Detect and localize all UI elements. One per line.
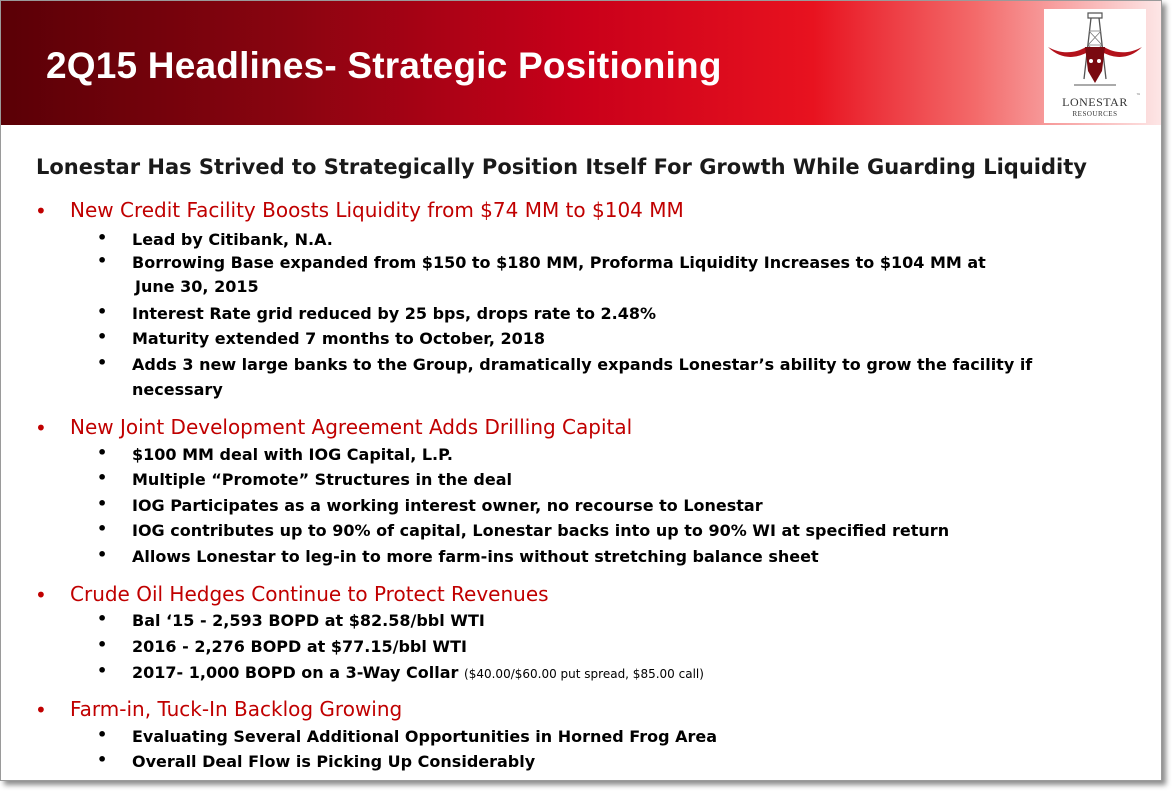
logo-subtitle: RESOURCES (1072, 110, 1118, 118)
header-banner (1, 1, 1161, 125)
section-heading-crude-oil-hedges: Crude Oil Hedges Continue to Protect Revenues (70, 582, 549, 606)
section-bullet: • (35, 583, 47, 607)
slide: 2Q15 Headlines- Strategic Positioning LONESTAR RESOURCES ™ Lonestar Has Strived to Strategically Position Itself For Growth While Guarding Liquidity • New Credit Facility Boosts Liquidity from $74 MM to $104 MM • Lead by Citibank, N.A. • Borrowing Base expanded from $150 to $180 MM, Proforma Liquidity Increases to $104 MM at June 30, 2015 • Interest Rate grid reduced by 25 bps, drops rate to 2.48% • Maturity extended 7 months to October, 2018 • Adds 3 new large banks to the Group, dramatically expands Lonestar’s ability to grow the facility if necessary • New Joint Development Agreement Adds Drilling Capital • $100 MM deal with IOG Capital, L.P. • Multiple “Promote” Structures in the deal • IOG Participates as a working interest owner, no recourse to Lonestar • IOG contributes up to 90% of capital, Lonestar backs into up to 90% WI at specified return • Allows Lonestar to leg-in to more farm-ins without stretching balance sheet • Crude Oil Hedges Continue to Protect Revenues • Bal ‘15 - 2,593 BOPD at $82.58/bbl WTI • 2016 - 2,276 BOPD at $77.15/bbl WTI • 2017- 1,000 BOPD on a 3-Way Collar ($40.00/$60.00 put spread, $85.00 call) • Farm-in, Tuck-In Backlog Growing • Evaluating Several Additional Opportunities in Horned Frog Area • Overall Deal Flow is Picking Up Considerably (0, 0, 1162, 781)
section-heading-credit-facility: New Credit Facility Boosts Liquidity from $74 MM to $104 MM (70, 198, 684, 222)
hedge-note: ($40.00/$60.00 put spread, $85.00 call) (464, 667, 704, 681)
section-heading-farm-in-backlog: Farm-in, Tuck-In Backlog Growing (70, 697, 403, 721)
company-logo (1044, 9, 1146, 123)
section-bullet: • (35, 698, 47, 722)
page-title: 2Q15 Headlines- Strategic Positioning (46, 45, 722, 86)
trademark-mark: ™ (1136, 93, 1141, 99)
slide-subtitle: Lonestar Has Strived to Strategically Position Itself For Growth While Guarding Liquidity (36, 155, 1087, 179)
logo-wordmark: LONESTAR (1062, 95, 1128, 109)
section-heading-joint-development: New Joint Development Agreement Adds Drilling Capital (70, 415, 633, 439)
section-bullet: • (35, 416, 47, 440)
section-bullet: • (35, 199, 47, 223)
